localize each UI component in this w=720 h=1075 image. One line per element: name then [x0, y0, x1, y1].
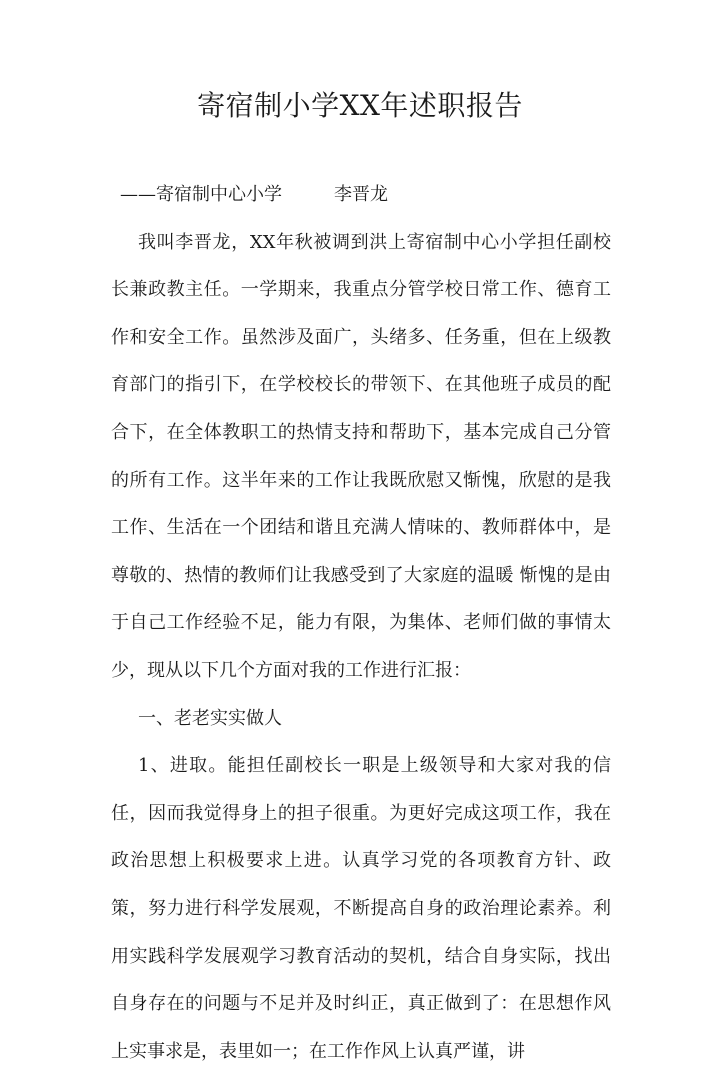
section-heading: 一、老老实实做人: [138, 707, 282, 729]
document-body: [111, 171, 611, 1075]
author-name: 李晋龙: [334, 184, 388, 205]
author-org: ——寄宿制中心小学: [120, 184, 282, 205]
author-line: [111, 171, 611, 219]
document-title: 寄宿制小学XX年述职报告: [197, 89, 523, 122]
paragraph: 我叫李晋龙，XX年秋被调到洪上寄宿制中心小学担任副校长兼政教主任。一学期来，我重点分管学校日常工作、德育工作和安全工作。虽然涉及面广，头绪多、任务重，但在上级教育部门的指引下，在学校校长的带领下、在其他班子成员的配合下，在全体教职工的热情支持和帮助下，基本完成自己分管的所有工作。这半年来的工作让我既欣慰又惭愧，欣慰的是我工作、生活在一个团结和谐且充满人情味的、教师群体中，是尊敬的、热情的教师们让我感受到了大家庭的温暖 惭愧的是由于自己工作经验不足，能力有限，为集体、老师们做的事情太少，现从以下几个方面对我的工作进行汇报：: [111, 231, 611, 681]
paragraph: 1、进取。能担任副校长一职是上级领导和大家对我的信任，因而我觉得身上的担子很重。为更好完成这项工作，我在政治思想上积极要求上进。认真学习党的各项教育方针、政策，努力进行科学发展观，不断提高自身的政治理论素养。利用实践科学发展观学习教育活动的契机，结合自身实际，找出自身存在的问题与不足并及时纠正，真正做到了：在思想作风上实事求是，表里如一；在工作作风上认真严谨，讲: [111, 755, 611, 1062]
